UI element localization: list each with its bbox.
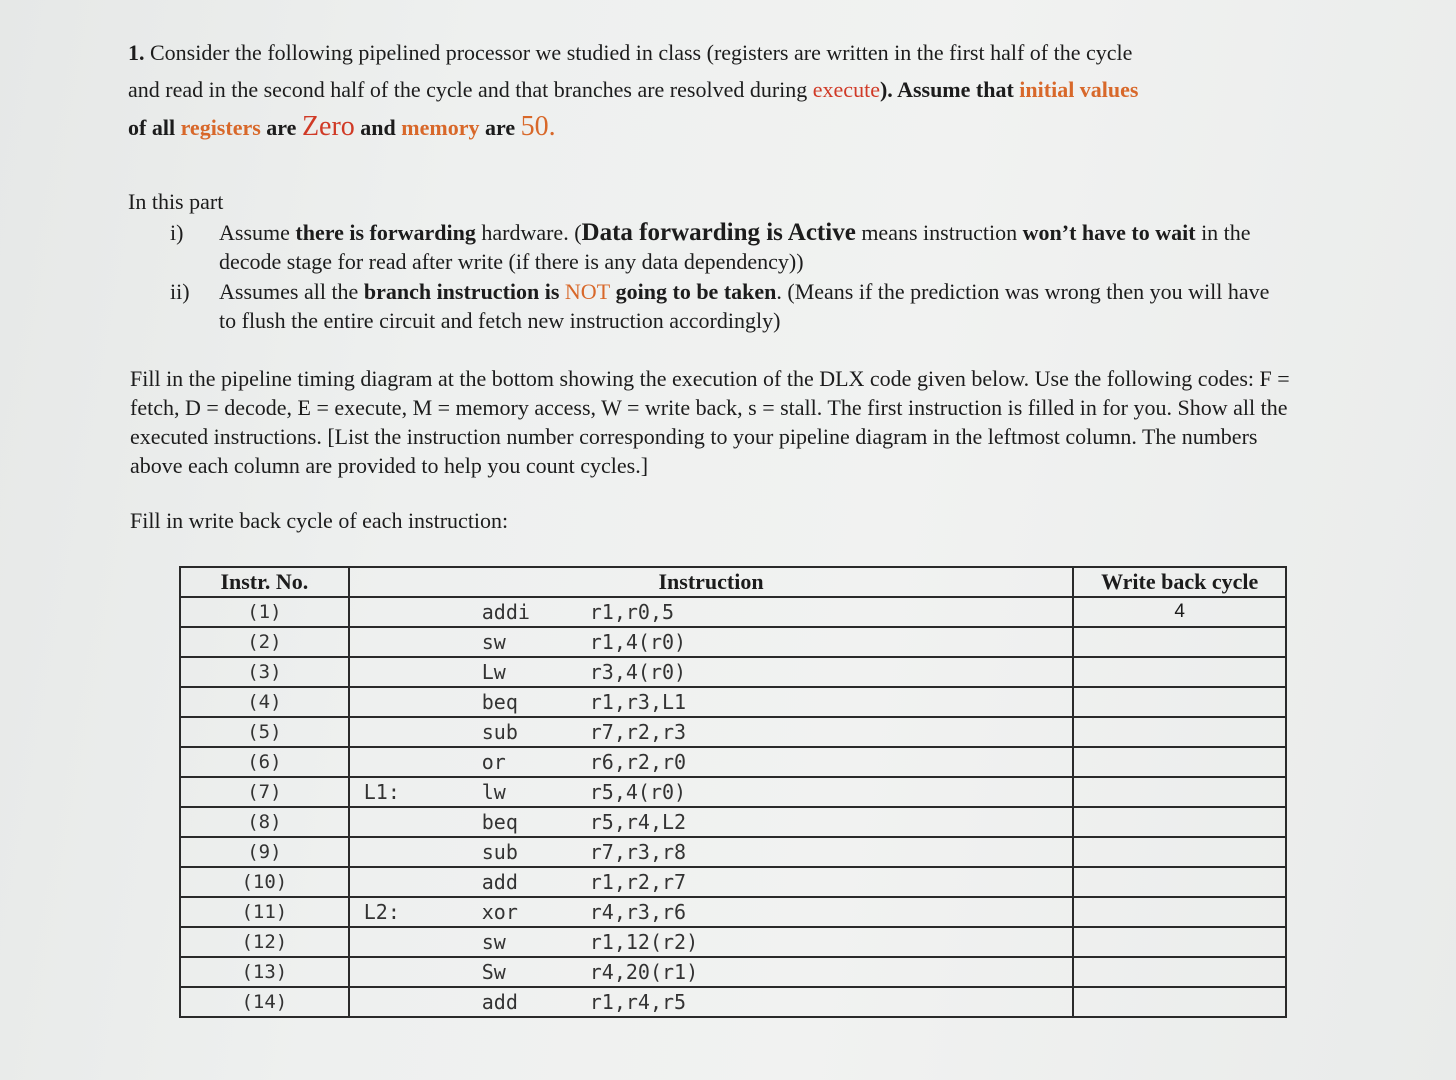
instr-operands: r7,r3,r8	[589, 840, 687, 864]
writeback-cycle-input[interactable]	[1073, 927, 1286, 957]
writeback-cycle-input[interactable]	[1073, 837, 1286, 867]
instr-operands: r1,r3,L1	[589, 690, 687, 714]
question-line3-c: and	[354, 115, 402, 140]
writeback-cycle-input[interactable]	[1073, 867, 1286, 897]
instr-label: L2:	[363, 900, 400, 924]
assumption-item-1	[170, 218, 1290, 276]
instr-opcode: add	[481, 870, 518, 894]
item-text-d: . (Means if the prediction was wrong then you will have to flush the entire circuit and fetch new instruction accordingly)	[219, 279, 1270, 333]
writeback-cycle-input[interactable]	[1073, 897, 1286, 927]
table-row	[180, 987, 1286, 1017]
instr-number: (9)	[180, 837, 349, 867]
instr-operands: r3,4(r0)	[589, 660, 687, 684]
instr-opcode: sw	[481, 930, 506, 954]
instr-number: (7)	[180, 777, 349, 807]
instr-label: L1:	[363, 780, 400, 804]
instruction-cell	[349, 957, 1074, 987]
table-row	[180, 597, 1286, 627]
table-body	[180, 597, 1286, 1017]
instr-opcode: beq	[481, 810, 518, 834]
instr-operands: r1,4(r0)	[589, 630, 687, 654]
instruction-cell	[349, 837, 1074, 867]
instr-operands: r4,20(r1)	[589, 960, 699, 984]
instr-number: (11)	[180, 897, 349, 927]
instruction-cell	[349, 747, 1074, 777]
item-text	[219, 218, 1290, 276]
instr-opcode: Sw	[481, 960, 506, 984]
question-line3-b: are	[260, 115, 302, 140]
table-row	[180, 897, 1286, 927]
question-line1: Consider the following pipelined processor we studied in class (registers are written in the first half of the cycle	[150, 40, 1133, 65]
instruction-cell	[349, 627, 1074, 657]
memory-highlight: memory	[401, 115, 480, 140]
instr-number: (13)	[180, 957, 349, 987]
writeback-cycle-input[interactable]	[1073, 987, 1286, 1017]
item-number: ii)	[170, 279, 190, 304]
instr-opcode: Lw	[481, 660, 506, 684]
registers-highlight: registers	[180, 115, 261, 140]
instr-number: (10)	[180, 867, 349, 897]
instr-operands: r1,r4,r5	[589, 990, 687, 1014]
table-row	[180, 777, 1286, 807]
instr-operands: r4,r3,r6	[589, 900, 687, 924]
question-text	[128, 34, 1318, 146]
instr-opcode: add	[481, 990, 518, 1014]
header-instruction: Instruction	[349, 567, 1074, 597]
writeback-cycle-input[interactable]	[1073, 957, 1286, 987]
instruction-cell	[349, 897, 1074, 927]
instr-number: (14)	[180, 987, 349, 1017]
not-highlight: NOT	[564, 279, 611, 304]
writeback-cycle-input[interactable]	[1073, 657, 1286, 687]
question-line3-a: of all	[128, 115, 181, 140]
instr-operands: r5,r4,L2	[589, 810, 687, 834]
instr-operands: r1,12(r2)	[589, 930, 699, 954]
item-text-c: going to be taken	[610, 279, 777, 304]
instr-opcode: lw	[481, 780, 506, 804]
instr-number: (12)	[180, 927, 349, 957]
execute-highlight: execute	[812, 77, 880, 102]
instr-number: (2)	[180, 627, 349, 657]
instr-operands: r6,r2,r0	[589, 750, 687, 774]
instruction-cell	[349, 657, 1074, 687]
writeback-cycle-input[interactable]	[1073, 747, 1286, 777]
instr-number: (6)	[180, 747, 349, 777]
instruction-cell	[349, 597, 1074, 627]
writeback-cycle-input[interactable]	[1073, 777, 1286, 807]
writeback-cycle-input[interactable]	[1073, 687, 1286, 717]
instruction-cell	[349, 867, 1074, 897]
table-row	[180, 717, 1286, 747]
item-text-e: means instruction	[855, 220, 1023, 245]
writeback-cycle-input[interactable]	[1073, 627, 1286, 657]
item-text-a: Assume	[219, 220, 296, 245]
table-row	[180, 627, 1286, 657]
fill-instructions: Fill in the pipeline timing diagram at the bottom showing the execution of the DLX code given below. Use the following codes: F = fetch, D = decode, E = execute, M = memory access, W = write back, s = stall. The first instruction is filled in for you. Show all the executed instructions. [List the instruction number corresponding to your pipeline diagram in the leftmost column. The numbers above each column are provided to help you count cycles.]	[130, 366, 1290, 478]
instruction-cell	[349, 687, 1074, 717]
writeback-cycle-input[interactable]: 4	[1073, 597, 1286, 627]
instr-opcode: addi	[481, 600, 530, 624]
instr-opcode: beq	[481, 690, 518, 714]
instruction-cell	[349, 987, 1074, 1017]
instr-number: (5)	[180, 717, 349, 747]
instruction-cell	[349, 717, 1074, 747]
instruction-table	[179, 566, 1287, 1018]
question-line2-mid: ). Assume that	[879, 77, 1020, 102]
instruction-cell	[349, 777, 1074, 807]
instr-operands: r1,r2,r7	[589, 870, 687, 894]
zero-highlight: Zero	[301, 111, 355, 142]
item-text-b: there is forwarding	[295, 220, 476, 245]
instr-opcode: or	[481, 750, 506, 774]
question-line3-d: are	[479, 115, 521, 140]
fifty-highlight: 50.	[520, 111, 556, 142]
assumption-item-2	[170, 277, 1290, 335]
table-row	[180, 927, 1286, 957]
initial-values-highlight: initial values	[1019, 77, 1139, 102]
table-row	[180, 657, 1286, 687]
writeback-cycle-input[interactable]	[1073, 717, 1286, 747]
item-text	[219, 277, 1290, 335]
instr-opcode: sub	[481, 720, 518, 744]
item-text-g: in the decode stage for read after write (if there is any data dependency))	[219, 220, 1251, 274]
question-line2: and read in the second half of the cycle and that branches are resolved during	[128, 77, 813, 102]
table-row	[180, 867, 1286, 897]
writeback-prompt: Fill in write back cycle of each instruction:	[130, 508, 509, 533]
table-row	[180, 837, 1286, 867]
table-row	[180, 747, 1286, 777]
item-text-a: Assumes all the	[219, 279, 364, 304]
instr-opcode: xor	[481, 900, 518, 924]
instr-operands: r7,r2,r3	[589, 720, 687, 744]
question-number: 1.	[128, 40, 145, 65]
instruction-cell	[349, 927, 1074, 957]
instr-opcode: sw	[481, 630, 506, 654]
item-number: i)	[170, 220, 184, 245]
instr-number: (4)	[180, 687, 349, 717]
instr-number: (1)	[180, 597, 349, 627]
table-header-row	[180, 567, 1286, 597]
part-intro: In this part	[128, 189, 224, 214]
assumption-list	[170, 218, 1290, 336]
item-text-f: won’t have to wait	[1022, 220, 1196, 245]
item-text-d: Data forwarding is Active	[581, 219, 856, 246]
writeback-cycle-input[interactable]	[1073, 807, 1286, 837]
header-instr-no: Instr. No.	[180, 567, 349, 597]
instr-number: (8)	[180, 807, 349, 837]
instr-number: (3)	[180, 657, 349, 687]
instr-opcode: sub	[481, 840, 518, 864]
table-row	[180, 687, 1286, 717]
item-text-c: hardware. (	[475, 220, 582, 245]
table-row	[180, 957, 1286, 987]
instruction-cell	[349, 807, 1074, 837]
table-row	[180, 807, 1286, 837]
instr-operands: r1,r0,5	[589, 600, 675, 624]
instr-operands: r5,4(r0)	[589, 780, 687, 804]
item-text-b: branch instruction is	[363, 279, 565, 304]
header-writeback-cycle: Write back cycle	[1073, 567, 1286, 597]
